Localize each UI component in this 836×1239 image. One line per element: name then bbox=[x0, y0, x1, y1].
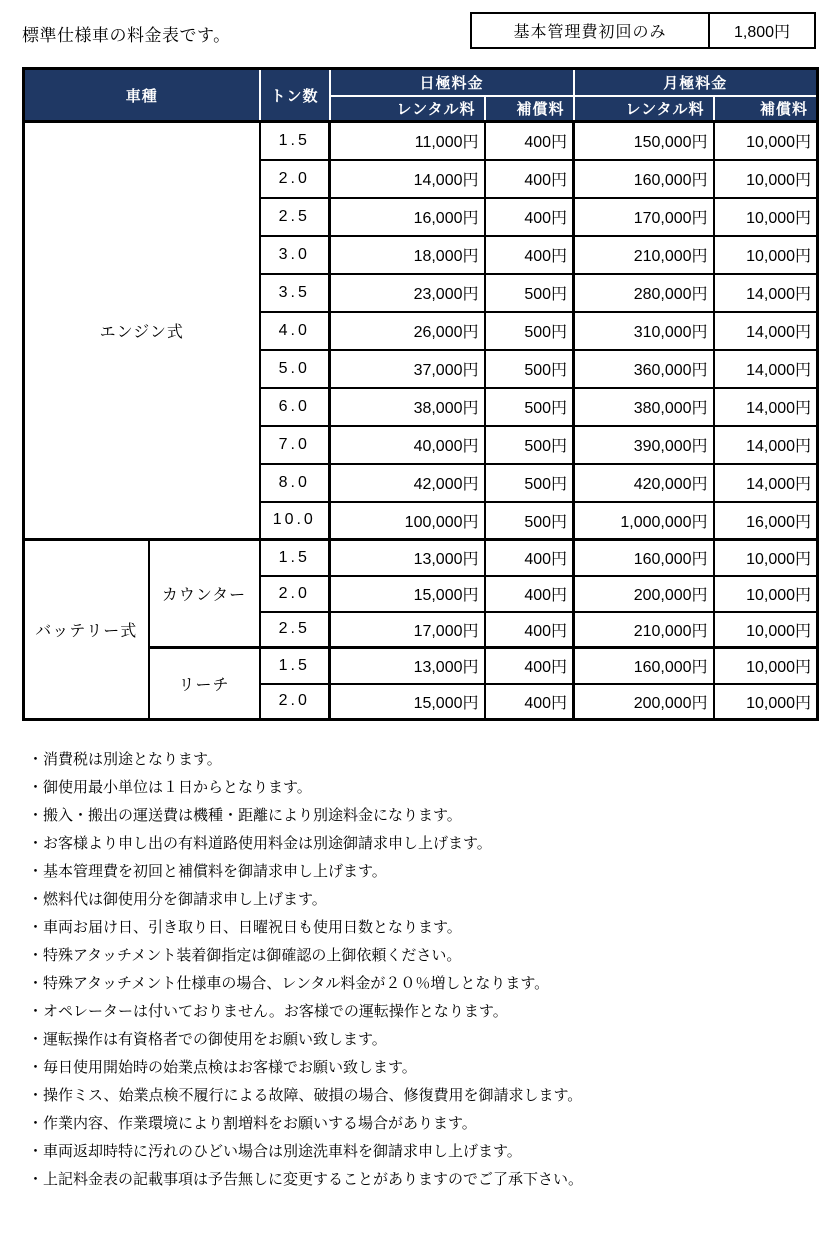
monthly-compensation-cell: 10,000円 bbox=[714, 540, 818, 576]
daily-rental-cell: 40,000円 bbox=[330, 426, 485, 464]
monthly-compensation-cell: 10,000円 bbox=[714, 576, 818, 612]
price-row bbox=[24, 122, 818, 160]
price-table-body bbox=[24, 122, 818, 720]
monthly-compensation-cell: 14,000円 bbox=[714, 388, 818, 426]
note-item: ・お客様より申し出の有料道路使用料金は別途御請求申し上げます。 bbox=[28, 835, 492, 852]
vehicle-type-cell: バッテリー式 bbox=[24, 540, 149, 720]
monthly-rental-cell: 170,000円 bbox=[574, 198, 714, 236]
note-item: ・搬入・搬出の運送費は機種・距離により別途料金になります。 bbox=[28, 807, 462, 824]
daily-rental-cell: 37,000円 bbox=[330, 350, 485, 388]
note-item: ・上記料金表の記載事項は予告無しに変更することがありますのでご了承下さい。 bbox=[28, 1171, 584, 1188]
basic-fee-label: 基本管理費初回のみ bbox=[472, 14, 710, 47]
monthly-rental-cell: 360,000円 bbox=[574, 350, 714, 388]
monthly-rental-cell: 160,000円 bbox=[574, 540, 714, 576]
price-sheet-page bbox=[0, 12, 836, 1194]
daily-compensation-cell: 500円 bbox=[485, 502, 574, 540]
tonnage-cell: 2.0 bbox=[260, 684, 330, 720]
note-item: ・オペレーターは付いておりません。お客様での運転操作となります。 bbox=[28, 1003, 508, 1020]
daily-rental-cell: 42,000円 bbox=[330, 464, 485, 502]
daily-compensation-cell: 400円 bbox=[485, 160, 574, 198]
daily-rental-cell: 26,000円 bbox=[330, 312, 485, 350]
daily-compensation-cell: 500円 bbox=[485, 388, 574, 426]
price-table bbox=[22, 67, 819, 721]
tonnage-cell: 7.0 bbox=[260, 426, 330, 464]
monthly-rental-cell: 160,000円 bbox=[574, 648, 714, 684]
monthly-rental-cell: 200,000円 bbox=[574, 576, 714, 612]
daily-rental-cell: 14,000円 bbox=[330, 160, 485, 198]
daily-compensation-cell: 500円 bbox=[485, 350, 574, 388]
basic-management-fee-box bbox=[470, 12, 816, 49]
note-item: ・運転操作は有資格者での御使用をお願い致します。 bbox=[28, 1031, 387, 1048]
tonnage-cell: 2.5 bbox=[260, 198, 330, 236]
monthly-rental-cell: 380,000円 bbox=[574, 388, 714, 426]
monthly-rental-cell: 310,000円 bbox=[574, 312, 714, 350]
daily-rental-cell: 11,000円 bbox=[330, 122, 485, 160]
note-item: ・毎日使用開始時の始業点検はお客様でお願い致します。 bbox=[28, 1059, 417, 1076]
subtype-cell: リーチ bbox=[149, 648, 260, 720]
daily-rate-header: 日極料金 bbox=[330, 69, 574, 96]
monthly-compensation-cell: 10,000円 bbox=[714, 684, 818, 720]
tonnage-cell: 1.5 bbox=[260, 648, 330, 684]
tonnage-cell: 1.5 bbox=[260, 540, 330, 576]
price-row bbox=[24, 540, 818, 576]
subtype-cell: カウンター bbox=[149, 540, 260, 648]
page-title: 標準仕様車の料金表です。 bbox=[22, 26, 231, 45]
monthly-compensation-cell: 10,000円 bbox=[714, 612, 818, 648]
daily-rental-cell: 16,000円 bbox=[330, 198, 485, 236]
monthly-rental-cell: 210,000円 bbox=[574, 612, 714, 648]
daily-rental-cell: 13,000円 bbox=[330, 540, 485, 576]
tonnage-cell: 5.0 bbox=[260, 350, 330, 388]
daily-compensation-cell: 400円 bbox=[485, 684, 574, 720]
monthly-compensation-cell: 14,000円 bbox=[714, 464, 818, 502]
tonnage-cell: 2.0 bbox=[260, 160, 330, 198]
monthly-rental-cell: 210,000円 bbox=[574, 236, 714, 274]
note-item: ・特殊アタッチメント装着御指定は御確認の上御依頼ください。 bbox=[28, 947, 462, 964]
monthly-rental-cell: 200,000円 bbox=[574, 684, 714, 720]
monthly-rental-cell: 420,000円 bbox=[574, 464, 714, 502]
note-item: ・車両お届け日、引き取り日、日曜祝日も使用日数となります。 bbox=[28, 919, 462, 936]
monthly-rental-cell: 150,000円 bbox=[574, 122, 714, 160]
daily-compensation-cell: 400円 bbox=[485, 612, 574, 648]
daily-compensation-fee-header: 補償料 bbox=[485, 96, 574, 122]
tonnage-cell: 10.0 bbox=[260, 502, 330, 540]
note-item: ・消費税は別途となります。 bbox=[28, 751, 222, 768]
tonnage-cell: 1.5 bbox=[260, 122, 330, 160]
top-bar bbox=[22, 12, 816, 50]
daily-rental-cell: 100,000円 bbox=[330, 502, 485, 540]
daily-compensation-cell: 400円 bbox=[485, 122, 574, 160]
note-item: ・車両返却時特に汚れのひどい場合は別途洗車料を御請求申し上げます。 bbox=[28, 1143, 522, 1160]
daily-compensation-cell: 500円 bbox=[485, 464, 574, 502]
daily-compensation-cell: 500円 bbox=[485, 312, 574, 350]
daily-compensation-cell: 400円 bbox=[485, 648, 574, 684]
daily-rental-cell: 15,000円 bbox=[330, 576, 485, 612]
vehicle-type-cell: エンジン式 bbox=[24, 122, 260, 540]
monthly-compensation-cell: 14,000円 bbox=[714, 426, 818, 464]
monthly-rental-cell: 280,000円 bbox=[574, 274, 714, 312]
tonnage-cell: 4.0 bbox=[260, 312, 330, 350]
daily-compensation-cell: 500円 bbox=[485, 426, 574, 464]
daily-rental-cell: 38,000円 bbox=[330, 388, 485, 426]
tonnage-cell: 6.0 bbox=[260, 388, 330, 426]
daily-rental-cell: 23,000円 bbox=[330, 274, 485, 312]
daily-compensation-cell: 400円 bbox=[485, 576, 574, 612]
monthly-rental-cell: 160,000円 bbox=[574, 160, 714, 198]
note-item: ・御使用最小単位は１日からとなります。 bbox=[28, 779, 312, 796]
vehicle-type-header: 車種 bbox=[24, 69, 260, 122]
monthly-compensation-cell: 10,000円 bbox=[714, 122, 818, 160]
daily-compensation-cell: 500円 bbox=[485, 274, 574, 312]
note-item: ・燃料代は御使用分を御請求申し上げます。 bbox=[28, 891, 327, 908]
daily-rental-cell: 13,000円 bbox=[330, 648, 485, 684]
daily-rental-cell: 17,000円 bbox=[330, 612, 485, 648]
note-item: ・特殊アタッチメント仕様車の場合、レンタル料金が２０％増しとなります。 bbox=[28, 975, 550, 992]
note-item: ・作業内容、作業環境により割増料をお願いする場合があります。 bbox=[28, 1115, 477, 1132]
tonnage-cell: 3.0 bbox=[260, 236, 330, 274]
price-table-header bbox=[24, 69, 818, 122]
tonnage-cell: 8.0 bbox=[260, 464, 330, 502]
monthly-compensation-cell: 10,000円 bbox=[714, 160, 818, 198]
daily-rental-cell: 15,000円 bbox=[330, 684, 485, 720]
daily-compensation-cell: 400円 bbox=[485, 236, 574, 274]
notes-list bbox=[0, 746, 836, 1194]
monthly-compensation-fee-header: 補償料 bbox=[714, 96, 818, 122]
tonnage-cell: 2.5 bbox=[260, 612, 330, 648]
basic-fee-value: 1,800円 bbox=[733, 24, 791, 41]
monthly-rental-cell: 1,000,000円 bbox=[574, 502, 714, 540]
daily-rental-cell: 18,000円 bbox=[330, 236, 485, 274]
daily-compensation-cell: 400円 bbox=[485, 540, 574, 576]
tonnage-cell: 3.5 bbox=[260, 274, 330, 312]
monthly-compensation-cell: 14,000円 bbox=[714, 312, 818, 350]
monthly-compensation-cell: 14,000円 bbox=[714, 274, 818, 312]
monthly-compensation-cell: 16,000円 bbox=[714, 502, 818, 540]
monthly-compensation-cell: 10,000円 bbox=[714, 198, 818, 236]
monthly-compensation-cell: 14,000円 bbox=[714, 350, 818, 388]
tonnage-header: トン数 bbox=[260, 69, 330, 122]
daily-rental-fee-header: レンタル料 bbox=[330, 96, 485, 122]
monthly-rental-fee-header: レンタル料 bbox=[574, 96, 714, 122]
monthly-compensation-cell: 10,000円 bbox=[714, 236, 818, 274]
monthly-rental-cell: 390,000円 bbox=[574, 426, 714, 464]
note-item: ・操作ミス、始業点検不履行による故障、破損の場合、修復費用を御請求します。 bbox=[28, 1087, 583, 1104]
note-item: ・基本管理費を初回と補償料を御請求申し上げます。 bbox=[28, 863, 387, 880]
daily-compensation-cell: 400円 bbox=[485, 198, 574, 236]
tonnage-cell: 2.0 bbox=[260, 576, 330, 612]
monthly-rate-header: 月極料金 bbox=[574, 69, 818, 96]
monthly-compensation-cell: 10,000円 bbox=[714, 648, 818, 684]
